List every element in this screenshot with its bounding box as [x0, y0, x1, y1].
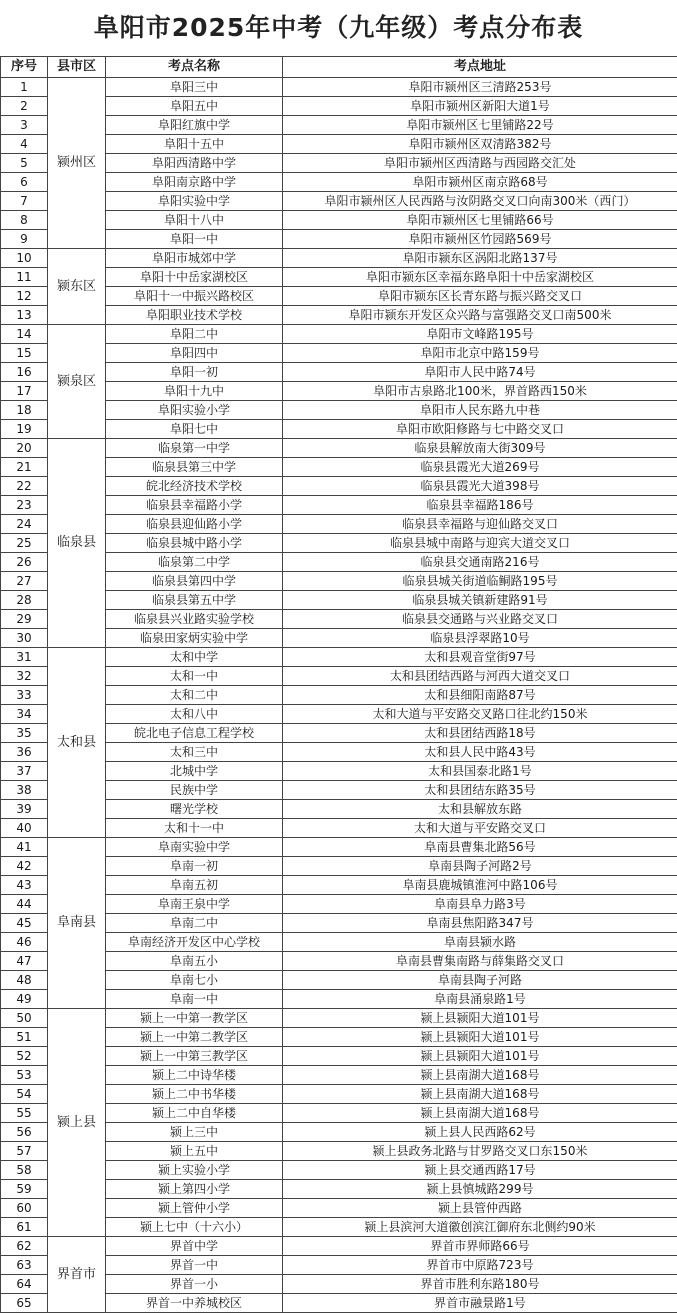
row-site-name: 阜南实验中学	[106, 838, 283, 857]
row-site-name: 颍上一中第一教学区	[106, 1009, 283, 1028]
row-site-address: 阜阳市颍州区西清路与西园路交汇处	[283, 154, 677, 173]
row-serial: 23	[1, 496, 48, 515]
table-row	[1, 78, 677, 97]
row-site-address: 阜阳市颍州区七里铺路66号	[283, 211, 677, 230]
district-cell: 阜南县	[48, 838, 106, 1009]
row-serial: 50	[1, 1009, 48, 1028]
row-site-address: 界首市融景路1号	[283, 1294, 677, 1313]
row-site-name: 太和二中	[106, 686, 283, 705]
row-site-name: 阜南一初	[106, 857, 283, 876]
row-site-address: 颍上县颍阳大道101号	[283, 1047, 677, 1066]
row-site-name: 颍上管仲小学	[106, 1199, 283, 1218]
row-site-name: 太和八中	[106, 705, 283, 724]
row-serial: 53	[1, 1066, 48, 1085]
row-site-address: 颍上县颍阳大道101号	[283, 1028, 677, 1047]
row-site-name: 界首一中	[106, 1256, 283, 1275]
row-serial: 42	[1, 857, 48, 876]
row-serial: 56	[1, 1123, 48, 1142]
row-site-name: 临泉第二中学	[106, 553, 283, 572]
row-serial: 40	[1, 819, 48, 838]
row-serial: 63	[1, 1256, 48, 1275]
row-site-address: 临泉县交通南路216号	[283, 553, 677, 572]
row-site-address: 阜阳市颍东区长青东路与振兴路交叉口	[283, 287, 677, 306]
row-site-name: 阜南一中	[106, 990, 283, 1009]
row-site-address: 临泉县交通路与兴业路交叉口	[283, 610, 677, 629]
row-serial: 58	[1, 1161, 48, 1180]
row-site-name: 太和一中	[106, 667, 283, 686]
row-site-name: 颍上七中（十六小）	[106, 1218, 283, 1237]
row-site-address: 太和县细阳南路87号	[283, 686, 677, 705]
row-site-name: 颍上实验小学	[106, 1161, 283, 1180]
row-serial: 41	[1, 838, 48, 857]
row-serial: 37	[1, 762, 48, 781]
header-district: 县市区	[48, 57, 106, 78]
district-cell: 颍泉区	[48, 325, 106, 439]
row-site-address: 临泉县浮翠路10号	[283, 629, 677, 648]
row-site-name: 太和十一中	[106, 819, 283, 838]
row-site-name: 太和中学	[106, 648, 283, 667]
row-site-address: 阜阳市人民东路九中巷	[283, 401, 677, 420]
row-serial: 1	[1, 78, 48, 97]
row-site-name: 阜阳实验小学	[106, 401, 283, 420]
row-site-address: 阜南县焦阳路347号	[283, 914, 677, 933]
row-site-address: 颍上县颍阳大道101号	[283, 1009, 677, 1028]
row-site-address: 阜南县颍水路	[283, 933, 677, 952]
row-site-name: 阜阳四中	[106, 344, 283, 363]
row-site-name: 颍上一中第二教学区	[106, 1028, 283, 1047]
table-body	[1, 78, 677, 1313]
row-site-address: 阜阳市颍东区幸福东路阜阳十中岳家湖校区	[283, 268, 677, 287]
row-site-address: 临泉县霞光大道398号	[283, 477, 677, 496]
row-site-name: 临泉县兴业路实验学校	[106, 610, 283, 629]
row-site-address: 阜南县阜力路3号	[283, 895, 677, 914]
row-serial: 61	[1, 1218, 48, 1237]
row-site-name: 阜阳市城郊中学	[106, 249, 283, 268]
row-serial: 57	[1, 1142, 48, 1161]
row-serial: 8	[1, 211, 48, 230]
header-serial: 序号	[1, 57, 48, 78]
row-serial: 55	[1, 1104, 48, 1123]
row-site-name: 阜南王泉中学	[106, 895, 283, 914]
exam-site-table	[0, 56, 677, 1313]
row-site-address: 颍上县交通西路17号	[283, 1161, 677, 1180]
row-site-name: 曙光学校	[106, 800, 283, 819]
row-site-address: 太和大道与平安路交叉路口往北约150米	[283, 705, 677, 724]
row-site-address: 颍上县南湖大道168号	[283, 1104, 677, 1123]
district-cell: 颍上县	[48, 1009, 106, 1237]
row-site-address: 界首市界师路66号	[283, 1237, 677, 1256]
row-site-name: 阜南五初	[106, 876, 283, 895]
row-serial: 10	[1, 249, 48, 268]
row-serial: 6	[1, 173, 48, 192]
row-site-name: 阜阳七中	[106, 420, 283, 439]
row-site-address: 阜阳市人民中路74号	[283, 363, 677, 382]
table-row	[1, 1009, 677, 1028]
row-serial: 24	[1, 515, 48, 534]
row-serial: 3	[1, 116, 48, 135]
row-serial: 65	[1, 1294, 48, 1313]
row-serial: 48	[1, 971, 48, 990]
row-serial: 2	[1, 97, 48, 116]
row-site-name: 临泉县迎仙路小学	[106, 515, 283, 534]
district-cell: 界首市	[48, 1237, 106, 1313]
row-site-address: 阜阳市颍州区人民西路与汝阴路交叉口向南300米（西门）	[283, 192, 677, 211]
row-site-address: 太和县解放东路	[283, 800, 677, 819]
row-site-name: 颍上五中	[106, 1142, 283, 1161]
row-site-name: 临泉县城中路小学	[106, 534, 283, 553]
district-cell: 颍东区	[48, 249, 106, 325]
row-site-name: 临泉田家炳实验中学	[106, 629, 283, 648]
row-serial: 34	[1, 705, 48, 724]
row-site-name: 阜南经济开发区中心学校	[106, 933, 283, 952]
row-serial: 60	[1, 1199, 48, 1218]
row-serial: 14	[1, 325, 48, 344]
row-serial: 44	[1, 895, 48, 914]
row-site-address: 临泉县城关镇新建路91号	[283, 591, 677, 610]
row-site-name: 颍上二中自华楼	[106, 1104, 283, 1123]
row-site-name: 阜阳一初	[106, 363, 283, 382]
row-site-name: 界首一中养城校区	[106, 1294, 283, 1313]
row-serial: 13	[1, 306, 48, 325]
row-site-address: 阜阳市颍州区新阳大道1号	[283, 97, 677, 116]
row-site-name: 太和三中	[106, 743, 283, 762]
row-site-name: 阜阳十九中	[106, 382, 283, 401]
row-site-name: 阜阳实验中学	[106, 192, 283, 211]
row-site-name: 阜南七小	[106, 971, 283, 990]
row-serial: 30	[1, 629, 48, 648]
row-site-name: 阜阳红旗中学	[106, 116, 283, 135]
row-site-address: 临泉县幸福路186号	[283, 496, 677, 515]
row-site-address: 界首市胜利东路180号	[283, 1275, 677, 1294]
row-serial: 7	[1, 192, 48, 211]
row-site-address: 太和县团结西路与河西大道交叉口	[283, 667, 677, 686]
row-serial: 26	[1, 553, 48, 572]
row-site-address: 太和县团结西路18号	[283, 724, 677, 743]
row-site-address: 阜阳市文峰路195号	[283, 325, 677, 344]
row-serial: 29	[1, 610, 48, 629]
row-site-name: 阜阳一中	[106, 230, 283, 249]
row-site-address: 颍上县南湖大道168号	[283, 1066, 677, 1085]
table-row	[1, 838, 677, 857]
row-site-address: 阜阳市古泉路北100米，界首路西150米	[283, 382, 677, 401]
row-site-address: 临泉县幸福路与迎仙路交叉口	[283, 515, 677, 534]
table-row	[1, 1237, 677, 1256]
district-cell: 颍州区	[48, 78, 106, 249]
row-serial: 25	[1, 534, 48, 553]
row-site-address: 阜南县涌泉路1号	[283, 990, 677, 1009]
row-site-address: 太和县国泰北路1号	[283, 762, 677, 781]
row-site-name: 阜阳五中	[106, 97, 283, 116]
row-site-name: 临泉县第三中学	[106, 458, 283, 477]
row-site-address: 阜阳市欧阳修路与七中路交叉口	[283, 420, 677, 439]
header-site-address: 考点地址	[283, 57, 677, 78]
row-serial: 59	[1, 1180, 48, 1199]
row-site-name: 阜阳三中	[106, 78, 283, 97]
row-site-name: 临泉县第五中学	[106, 591, 283, 610]
row-site-address: 颍上县管仲西路	[283, 1199, 677, 1218]
row-site-name: 阜阳南京路中学	[106, 173, 283, 192]
row-serial: 32	[1, 667, 48, 686]
row-site-address: 阜阳市颍东开发区众兴路与富强路交叉口南500米	[283, 306, 677, 325]
row-serial: 5	[1, 154, 48, 173]
row-site-address: 阜阳市颍东区涡阳北路137号	[283, 249, 677, 268]
page-title: 阜阳市2025年中考（九年级）考点分布表	[0, 0, 677, 56]
row-site-name: 颍上二中诗华楼	[106, 1066, 283, 1085]
district-cell: 太和县	[48, 648, 106, 838]
row-serial: 62	[1, 1237, 48, 1256]
table-row	[1, 439, 677, 458]
row-serial: 12	[1, 287, 48, 306]
row-site-name: 颍上一中第三教学区	[106, 1047, 283, 1066]
row-serial: 20	[1, 439, 48, 458]
row-site-name: 界首中学	[106, 1237, 283, 1256]
row-serial: 18	[1, 401, 48, 420]
row-site-address: 阜南县陶子河路2号	[283, 857, 677, 876]
row-site-address: 颍上县政务北路与甘罗路交叉口东150米	[283, 1142, 677, 1161]
row-site-name: 北城中学	[106, 762, 283, 781]
row-site-address: 太和县人民中路43号	[283, 743, 677, 762]
row-site-name: 阜阳十中岳家湖校区	[106, 268, 283, 287]
row-site-address: 临泉县城中南路与迎宾大道交叉口	[283, 534, 677, 553]
row-site-address: 阜南县陶子河路	[283, 971, 677, 990]
row-site-address: 阜阳市颍州区三清路253号	[283, 78, 677, 97]
row-site-address: 太和县观音堂街97号	[283, 648, 677, 667]
row-site-name: 阜阳十八中	[106, 211, 283, 230]
row-site-name: 阜南五小	[106, 952, 283, 971]
row-site-address: 临泉县解放南大街309号	[283, 439, 677, 458]
row-site-address: 阜阳市颍州区竹园路569号	[283, 230, 677, 249]
row-site-name: 颍上第四小学	[106, 1180, 283, 1199]
row-serial: 21	[1, 458, 48, 477]
row-serial: 51	[1, 1028, 48, 1047]
row-serial: 27	[1, 572, 48, 591]
row-serial: 22	[1, 477, 48, 496]
row-serial: 46	[1, 933, 48, 952]
row-serial: 54	[1, 1085, 48, 1104]
row-serial: 64	[1, 1275, 48, 1294]
row-serial: 16	[1, 363, 48, 382]
row-serial: 17	[1, 382, 48, 401]
table-row	[1, 648, 677, 667]
row-site-address: 阜南县曹集南路与薛集路交叉口	[283, 952, 677, 971]
row-serial: 19	[1, 420, 48, 439]
row-serial: 36	[1, 743, 48, 762]
row-site-address: 阜南县曹集北路56号	[283, 838, 677, 857]
header-site-name: 考点名称	[106, 57, 283, 78]
row-site-address: 颍上县滨河大道徽创滨江御府东北侧约90米	[283, 1218, 677, 1237]
row-serial: 39	[1, 800, 48, 819]
district-cell: 临泉县	[48, 439, 106, 648]
row-serial: 15	[1, 344, 48, 363]
row-serial: 47	[1, 952, 48, 971]
row-site-address: 界首市中原路723号	[283, 1256, 677, 1275]
row-site-name: 颍上二中书华楼	[106, 1085, 283, 1104]
row-site-name: 临泉县第四中学	[106, 572, 283, 591]
row-serial: 4	[1, 135, 48, 154]
row-site-name: 界首一小	[106, 1275, 283, 1294]
row-site-name: 阜阳十五中	[106, 135, 283, 154]
row-serial: 31	[1, 648, 48, 667]
row-site-name: 阜南二中	[106, 914, 283, 933]
row-site-name: 皖北经济技术学校	[106, 477, 283, 496]
row-site-address: 颍上县人民西路62号	[283, 1123, 677, 1142]
table-row	[1, 249, 677, 268]
row-serial: 35	[1, 724, 48, 743]
row-serial: 43	[1, 876, 48, 895]
row-site-name: 阜阳西清路中学	[106, 154, 283, 173]
row-site-address: 阜阳市颍州区南京路68号	[283, 173, 677, 192]
row-site-address: 阜阳市北京中路159号	[283, 344, 677, 363]
row-serial: 52	[1, 1047, 48, 1066]
row-site-address: 临泉县城关街道临鲖路195号	[283, 572, 677, 591]
row-site-name: 阜阳二中	[106, 325, 283, 344]
row-serial: 45	[1, 914, 48, 933]
row-site-name: 阜阳十一中振兴路校区	[106, 287, 283, 306]
row-site-address: 阜阳市颍州区双清路382号	[283, 135, 677, 154]
row-site-name: 阜阳职业技术学校	[106, 306, 283, 325]
row-site-name: 临泉县幸福路小学	[106, 496, 283, 515]
row-serial: 38	[1, 781, 48, 800]
row-site-name: 临泉第一中学	[106, 439, 283, 458]
row-site-address: 颍上县南湖大道168号	[283, 1085, 677, 1104]
row-site-address: 颍上县慎城路299号	[283, 1180, 677, 1199]
table-row	[1, 325, 677, 344]
row-site-address: 太和大道与平安路交叉口	[283, 819, 677, 838]
row-serial: 49	[1, 990, 48, 1009]
row-serial: 11	[1, 268, 48, 287]
row-site-address: 阜阳市颍州区七里铺路22号	[283, 116, 677, 135]
row-site-address: 太和县团结东路35号	[283, 781, 677, 800]
row-serial: 33	[1, 686, 48, 705]
row-site-address: 阜南县鹿城镇淮河中路106号	[283, 876, 677, 895]
row-serial: 28	[1, 591, 48, 610]
table-header-row	[1, 57, 677, 78]
row-site-address: 临泉县霞光大道269号	[283, 458, 677, 477]
row-site-name: 颍上三中	[106, 1123, 283, 1142]
row-site-name: 民族中学	[106, 781, 283, 800]
row-serial: 9	[1, 230, 48, 249]
row-site-name: 皖北电子信息工程学校	[106, 724, 283, 743]
